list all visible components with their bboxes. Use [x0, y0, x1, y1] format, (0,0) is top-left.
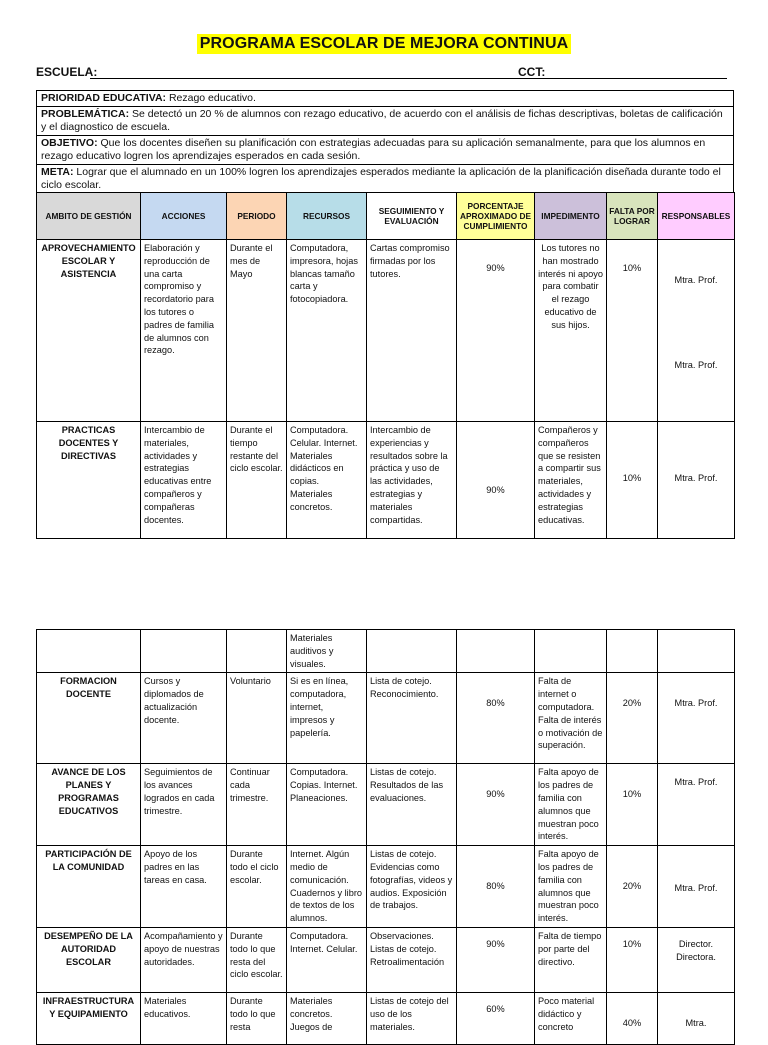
continuation-row: [37, 630, 735, 673]
table-row: [37, 992, 735, 1044]
falta-cell: 10%: [607, 422, 658, 539]
table-row: [37, 764, 735, 846]
objective-row: [37, 136, 734, 165]
porcentaje-cell: 60%: [457, 992, 535, 1044]
periodo-cell: Durante todo lo que resta del ciclo escolar.: [227, 927, 287, 992]
falta-cell: 10%: [607, 764, 658, 846]
table-row: [37, 240, 735, 422]
seguimiento-cell: Listas de cotejo del uso de los materiales.: [367, 992, 457, 1044]
falta-cell: 20%: [607, 846, 658, 928]
seguimiento-cell: Listas de cotejo. Resultados de las evaluaciones.: [367, 764, 457, 846]
impedimento-cell: Los tutores no han mostrado interés ni apoyo para combatir el rezago educativo de sus hijos.: [535, 240, 607, 422]
acciones-cell: Acompañamiento y apoyo de nuestras autoridades.: [141, 927, 227, 992]
falta-cell: 10%: [607, 240, 658, 422]
seguimiento-cell: Intercambio de experiencias y resultados sobre la práctica y uso de las actividades, estrategias y materiales compartidas.: [367, 422, 457, 539]
acciones-cell: Seguimientos de los avances logrados en cada trimestre.: [141, 764, 227, 846]
porcentaje-cell: 90%: [457, 240, 535, 422]
cct-field: [550, 78, 727, 79]
goal-row: [37, 165, 734, 194]
responsables-primary: Mtra. Prof.: [674, 275, 718, 285]
recursos-cell: Materiales concretos. Juegos de: [287, 992, 367, 1044]
periodo-cell: Durante el tiempo restante del ciclo escolar.: [227, 422, 287, 539]
responsables-cell: [658, 240, 735, 422]
periodo-cell: Durante el mes de Mayo: [227, 240, 287, 422]
table-row: [37, 927, 735, 992]
priority-text: Rezago educativo.: [168, 92, 256, 104]
periodo-cell: Continuar cada trimestre.: [227, 764, 287, 846]
responsables-cell: Mtra. Prof.: [658, 673, 735, 764]
header-ambito: AMBITO DE GESTIÓN: [37, 193, 141, 240]
objective-text: Que los docentes diseñen su planificación con estrategias adecuadas para su aplicación semanalmente, para que los alumnos en rezago educativo logren los aprendizajes esperados en cada sesión.: [41, 137, 706, 162]
porcentaje-cell: 80%: [457, 846, 535, 928]
acciones-cell: Apoyo de los padres en las tareas en casa.: [141, 846, 227, 928]
responsables-cell: Director. Directora.: [658, 927, 735, 992]
seguimiento-cell: Observaciones. Listas de cotejo. Retroalimentación: [367, 927, 457, 992]
falta-cell: 20%: [607, 673, 658, 764]
porcentaje-cell: 90%: [457, 422, 535, 539]
acciones-cell: Intercambio de materiales, actividades y estrategias educativas entre compañeros y compañeras docentes.: [141, 422, 227, 539]
impedimento-cell: Poco material didáctico y concreto: [535, 992, 607, 1044]
ambito-cell: AVANCE DE LOS PLANES Y PROGRAMAS EDUCATIVOS: [37, 764, 141, 846]
seguimiento-cell: Cartas compromiso firmadas por los tutores.: [367, 240, 457, 422]
acciones-cell: Cursos y diplomados de actualización docente.: [141, 673, 227, 764]
periodo-cell: Durante todo lo que resta: [227, 992, 287, 1044]
impedimento-cell: Falta de tiempo por parte del directivo.: [535, 927, 607, 992]
falta-cell: 40%: [607, 992, 658, 1044]
table-row: [37, 673, 735, 764]
ambito-cell: FORMACION DOCENTE: [37, 673, 141, 764]
priority-row: [37, 91, 734, 107]
header-responsables: RESPONSABLES: [658, 193, 735, 240]
ambito-cell: INFRAESTRUCTURA Y EQUIPAMIENTO: [37, 992, 141, 1044]
porcentaje-cell: 80%: [457, 673, 535, 764]
impedimento-cell: Falta de internet o computadora. Falta de interés o motivación de superación.: [535, 673, 607, 764]
responsables-secondary: Mtra. Prof.: [674, 359, 718, 370]
ambito-cell: PRACTICAS DOCENTES Y DIRECTIVAS: [37, 422, 141, 539]
header-falta: FALTA POR LOGRAR: [607, 193, 658, 240]
porcentaje-cell: 90%: [457, 927, 535, 992]
problem-text: Se detectó un 20 % de alumnos con rezago educativo, de acuerdo con el análisis de fichas descriptivas, boletas de calificación y el diagnostico de escuela.: [41, 108, 723, 133]
recursos-cell: Computadora, impresora, hojas blancas tamaño carta y fotocopiadora.: [287, 240, 367, 422]
goal-text: Lograr que el alumnado en un 100% logren los aprendizajes esperados mediante la aplicación de la planificación diseñada durante todo el ciclo escolar.: [41, 166, 721, 191]
impedimento-cell: Falta apoyo de los padres de familia con alumnos que muestran poco interés.: [535, 764, 607, 846]
acciones-cell: Elaboración y reproducción de una carta compromiso y recordatorio para los tutores o padres de familia de alumnos con rezago.: [141, 240, 227, 422]
periodo-cell: Voluntario: [227, 673, 287, 764]
seguimiento-cell: Lista de cotejo. Reconocimiento.: [367, 673, 457, 764]
periodo-cell: Durante todo el ciclo escolar.: [227, 846, 287, 928]
header-periodo: PERIODO: [227, 193, 287, 240]
problem-label: PROBLEMÁTICA:: [41, 108, 130, 120]
responsables-cell: Mtra. Prof.: [658, 764, 735, 846]
porcentaje-cell: 90%: [457, 764, 535, 846]
objective-label: OBJETIVO:: [41, 137, 98, 149]
table-row: [37, 422, 735, 539]
impedimento-cell: Compañeros y compañeros que se resisten a compartir sus materiales, actividades y estrategias educativas.: [535, 422, 607, 539]
falta-cell: 10%: [607, 927, 658, 992]
recursos-cell: Materiales auditivos y visuales.: [287, 630, 367, 673]
school-field: [90, 78, 555, 79]
ambito-cell: PARTICIPACIÓN DE LA COMUNIDAD: [37, 846, 141, 928]
document-header: [0, 34, 768, 54]
document-title: PROGRAMA ESCOLAR DE MEJORA CONTINUA: [197, 34, 572, 54]
table-row: [37, 846, 735, 928]
responsables-cell: Mtra. Prof.: [658, 422, 735, 539]
recursos-cell: Computadora. Copias. Internet. Planeaciones.: [287, 764, 367, 846]
recursos-cell: Computadora. Internet. Celular.: [287, 927, 367, 992]
info-table: [36, 90, 734, 194]
header-recursos: RECURSOS: [287, 193, 367, 240]
priority-label: PRIORIDAD EDUCATIVA:: [41, 92, 167, 104]
impedimento-cell: Falta apoyo de los padres de familia con alumnos que muestran poco interés.: [535, 846, 607, 928]
recursos-cell: Si es en línea, computadora, internet, impresos y papelería.: [287, 673, 367, 764]
problem-row: [37, 107, 734, 136]
school-line: [36, 65, 736, 81]
recursos-cell: Internet. Algún medio de comunicación. Cuadernos y libro de textos de los alumnos.: [287, 846, 367, 928]
header-row: [37, 193, 735, 240]
responsables-cell: Mtra.: [658, 992, 735, 1044]
plan-table-page-1: [36, 192, 735, 539]
cct-label: CCT:: [518, 65, 546, 79]
header-impedimento: IMPEDIMENTO: [535, 193, 607, 240]
ambito-cell: DESEMPEÑO DE LA AUTORIDAD ESCOLAR: [37, 927, 141, 992]
seguimiento-cell: Listas de cotejo. Evidencias como fotografías, videos y audios. Exposición de trabajos.: [367, 846, 457, 928]
recursos-cell: Computadora. Celular. Internet. Materiales didácticos en copias. Materiales concretos.: [287, 422, 367, 539]
goal-label: META:: [41, 166, 74, 178]
responsables-cell: Mtra. Prof.: [658, 846, 735, 928]
ambito-cell: APROVECHAMIENTO ESCOLAR Y ASISTENCIA: [37, 240, 141, 422]
plan-table-page-2: [36, 629, 735, 1045]
acciones-cell: Materiales educativos.: [141, 992, 227, 1044]
school-label: ESCUELA:: [36, 65, 98, 79]
header-acciones: ACCIONES: [141, 193, 227, 240]
header-porcentaje: PORCENTAJE APROXIMADO DE CUMPLIMIENTO: [457, 193, 535, 240]
header-seguimiento: SEGUIMIENTO Y EVALUACIÓN: [367, 193, 457, 240]
